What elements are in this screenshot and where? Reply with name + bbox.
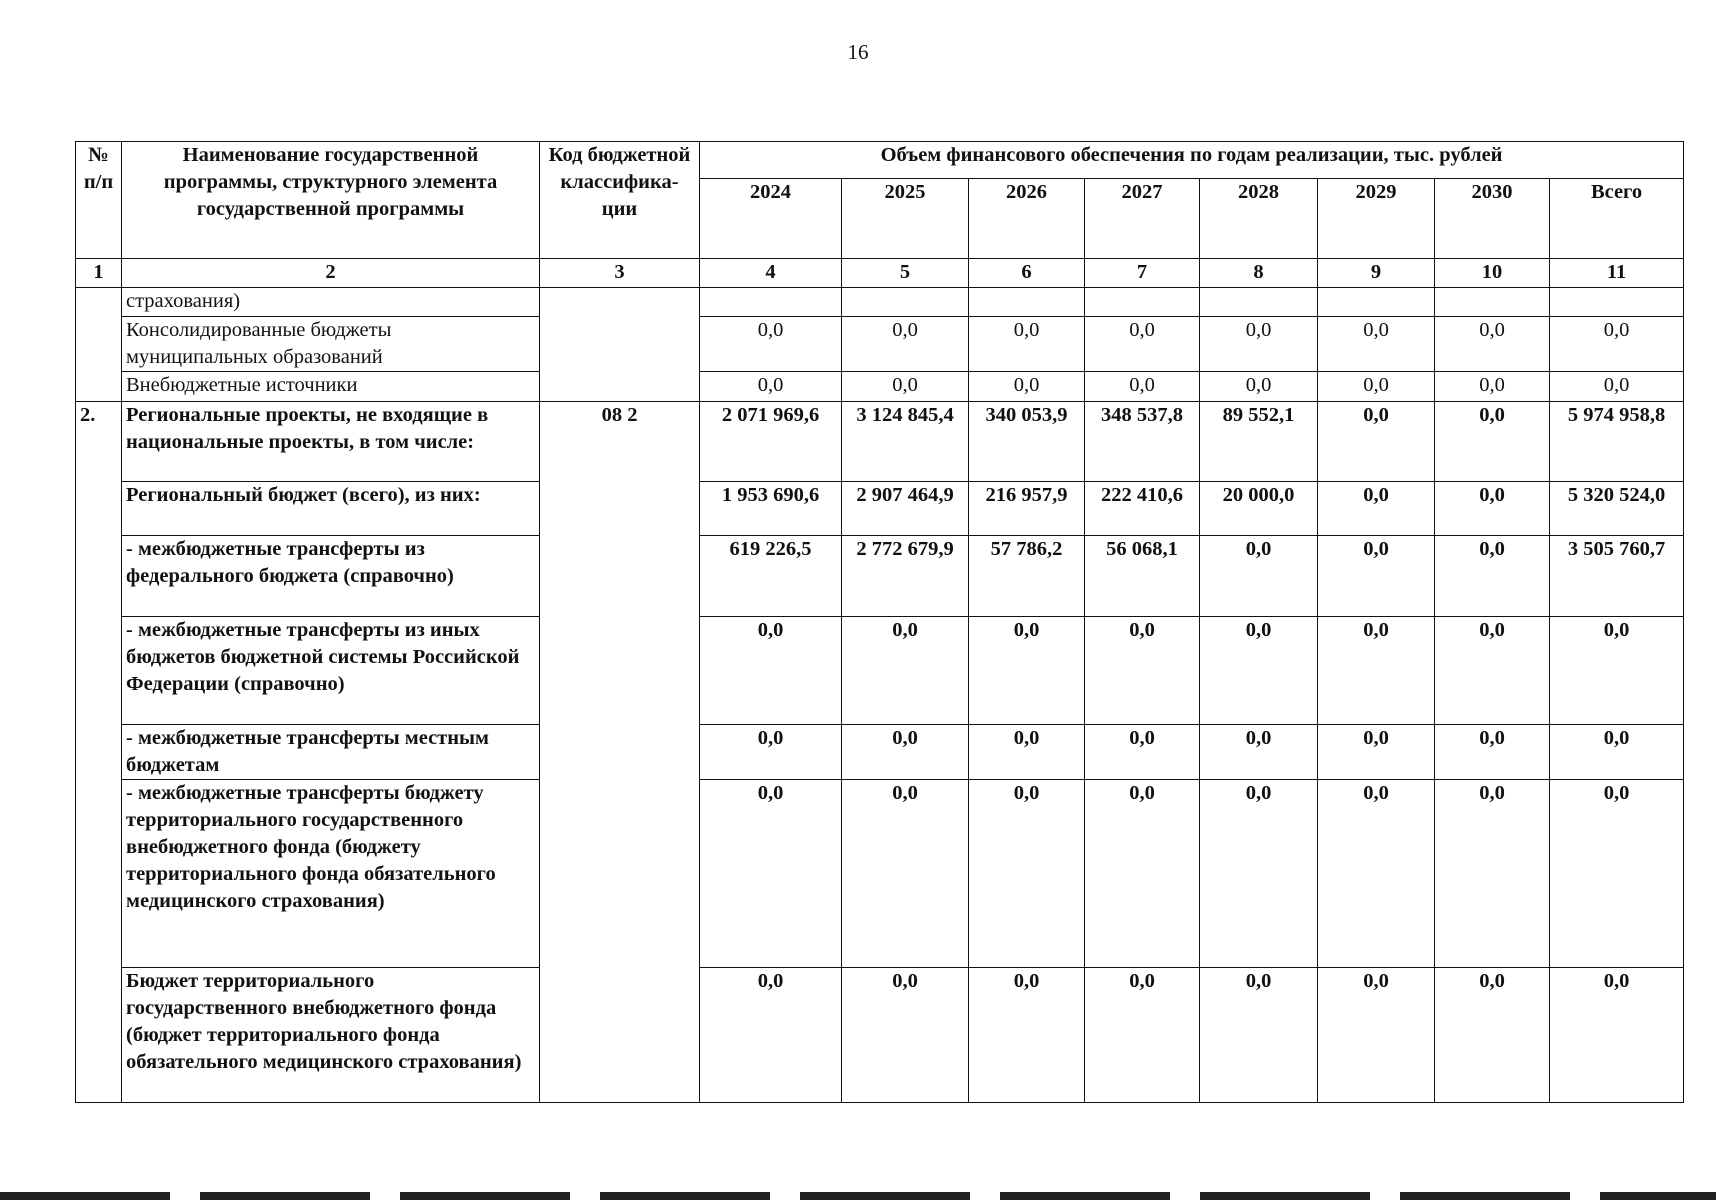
table-row (76, 317, 1684, 372)
row-value: 0,0 (1550, 725, 1684, 780)
row-value: 0,0 (1085, 372, 1200, 402)
row-number (76, 288, 122, 402)
header-year: 2030 (1435, 179, 1550, 259)
row-value (1200, 288, 1318, 317)
row-value: 0,0 (1318, 725, 1435, 780)
row-value: 0,0 (1435, 617, 1550, 725)
row-value: 0,0 (1200, 536, 1318, 617)
column-number: 8 (1200, 259, 1318, 288)
row-value: 0,0 (1085, 617, 1200, 725)
row-value: 20 000,0 (1200, 482, 1318, 536)
row-value: 0,0 (1318, 536, 1435, 617)
row-value: 0,0 (1318, 617, 1435, 725)
row-value: 222 410,6 (1085, 482, 1200, 536)
row-value: 0,0 (1435, 482, 1550, 536)
column-number: 10 (1435, 259, 1550, 288)
header-year: 2024 (700, 179, 842, 259)
row-value: 0,0 (1085, 780, 1200, 968)
row-code: 08 2 (540, 402, 700, 1103)
row-name: Региональные проекты, не входящие в национальные проекты, в том числе: (122, 402, 540, 482)
row-value: 0,0 (1085, 968, 1200, 1103)
row-value: 0,0 (1200, 617, 1318, 725)
table-row (76, 725, 1684, 780)
row-value: 0,0 (969, 725, 1085, 780)
row-value: 0,0 (1200, 780, 1318, 968)
row-value: 0,0 (1550, 372, 1684, 402)
row-value: 89 552,1 (1200, 402, 1318, 482)
column-number: 4 (700, 259, 842, 288)
row-name: - межбюджетные трансферты бюджету территориального государственного внебюджетного фонда (бюджету территориального фонда обязательного медицинского страхования) (122, 780, 540, 968)
row-name: Региональный бюджет (всего), из них: (122, 482, 540, 536)
row-value: 56 068,1 (1085, 536, 1200, 617)
table-row (76, 372, 1684, 402)
row-value: 0,0 (842, 780, 969, 968)
row-value: 0,0 (1550, 317, 1684, 372)
row-value: 0,0 (842, 317, 969, 372)
row-value: 0,0 (1435, 372, 1550, 402)
row-value: 0,0 (1200, 317, 1318, 372)
row-value: 0,0 (1435, 317, 1550, 372)
row-value: 5 974 958,8 (1550, 402, 1684, 482)
row-name: Консолидированные бюджеты муниципальных образований (122, 317, 540, 372)
row-value: 0,0 (1085, 317, 1200, 372)
table-row (76, 536, 1684, 617)
column-number: 7 (1085, 259, 1200, 288)
row-value: 619 226,5 (700, 536, 842, 617)
column-number: 1 (76, 259, 122, 288)
row-value: 0,0 (1435, 968, 1550, 1103)
row-value: 0,0 (1200, 725, 1318, 780)
row-value: 0,0 (842, 968, 969, 1103)
column-number: 6 (969, 259, 1085, 288)
row-value: 0,0 (1318, 780, 1435, 968)
row-value: 0,0 (700, 725, 842, 780)
row-value (1318, 288, 1435, 317)
row-value: 0,0 (1200, 372, 1318, 402)
table-body (76, 288, 1684, 1103)
row-value (700, 288, 842, 317)
row-value: 340 053,9 (969, 402, 1085, 482)
row-value: 348 537,8 (1085, 402, 1200, 482)
row-value: 0,0 (1550, 617, 1684, 725)
row-value: 2 071 969,6 (700, 402, 842, 482)
row-value: 0,0 (1550, 968, 1684, 1103)
row-value: 3 124 845,4 (842, 402, 969, 482)
row-value: 0,0 (842, 372, 969, 402)
column-number: 2 (122, 259, 540, 288)
row-value: 0,0 (842, 725, 969, 780)
row-number: 2. (76, 402, 122, 1103)
header-year: 2029 (1318, 179, 1435, 259)
row-value: 0,0 (969, 317, 1085, 372)
column-number: 3 (540, 259, 700, 288)
row-value: 0,0 (969, 780, 1085, 968)
header-year: 2028 (1200, 179, 1318, 259)
column-number: 9 (1318, 259, 1435, 288)
row-value: 0,0 (1085, 725, 1200, 780)
table-row (76, 617, 1684, 725)
column-number: 5 (842, 259, 969, 288)
row-value: 0,0 (1435, 725, 1550, 780)
row-value: 0,0 (700, 317, 842, 372)
row-value (969, 288, 1085, 317)
row-value: 0,0 (700, 968, 842, 1103)
row-value: 0,0 (1318, 402, 1435, 482)
row-value: 0,0 (969, 372, 1085, 402)
row-value (842, 288, 969, 317)
header-total: Всего (1550, 179, 1684, 259)
row-value: 0,0 (700, 780, 842, 968)
column-number: 11 (1550, 259, 1684, 288)
row-value: 0,0 (1435, 402, 1550, 482)
row-name: - межбюджетные трансферты местным бюджетам (122, 725, 540, 780)
column-numbers-row (76, 259, 1684, 288)
row-value: 1 953 690,6 (700, 482, 842, 536)
funding-table (75, 141, 1684, 1103)
row-name: страхования) (122, 288, 540, 317)
page-number: 16 (847, 40, 869, 64)
row-name: Внебюджетные источники (122, 372, 540, 402)
row-value (1085, 288, 1200, 317)
table-row (76, 780, 1684, 968)
row-name: - межбюджетные трансферты из иных бюджетов бюджетной системы Российской Федерации (справочно) (122, 617, 540, 725)
row-name: Бюджет территориального государственного внебюджетного фонда (бюджет территориального фонда обязательного медицинского страхования) (122, 968, 540, 1103)
header-name: Наименование государственной программы, структурного элемента государственной программы (122, 142, 540, 259)
row-value: 0,0 (969, 617, 1085, 725)
header-code: Код бюджетной классифика-ции (540, 142, 700, 259)
row-value: 57 786,2 (969, 536, 1085, 617)
row-value: 3 505 760,7 (1550, 536, 1684, 617)
row-value: 0,0 (969, 968, 1085, 1103)
row-value: 0,0 (1550, 780, 1684, 968)
table-row (76, 288, 1684, 317)
row-value: 5 320 524,0 (1550, 482, 1684, 536)
row-value: 216 957,9 (969, 482, 1085, 536)
row-value: 0,0 (700, 372, 842, 402)
scan-edge-strip (0, 1192, 1716, 1200)
row-value: 0,0 (1318, 968, 1435, 1103)
row-value: 0,0 (1318, 482, 1435, 536)
row-value: 0,0 (1200, 968, 1318, 1103)
header-volume: Объем финансового обеспечения по годам реализации, тыс. рублей (700, 142, 1684, 179)
row-name: - межбюджетные трансферты из федерального бюджета (справочно) (122, 536, 540, 617)
row-value: 0,0 (1318, 317, 1435, 372)
row-value (1550, 288, 1684, 317)
row-value: 2 772 679,9 (842, 536, 969, 617)
row-value (1435, 288, 1550, 317)
row-value: 0,0 (842, 617, 969, 725)
header-num: № п/п (76, 142, 122, 259)
header-year: 2026 (969, 179, 1085, 259)
table-row (76, 482, 1684, 536)
table-row (76, 968, 1684, 1103)
row-value: 0,0 (1318, 372, 1435, 402)
row-value: 0,0 (1435, 536, 1550, 617)
row-code (540, 288, 700, 402)
table-row (76, 402, 1684, 482)
row-value: 0,0 (700, 617, 842, 725)
header-year: 2025 (842, 179, 969, 259)
row-value: 2 907 464,9 (842, 482, 969, 536)
header-year: 2027 (1085, 179, 1200, 259)
row-value: 0,0 (1435, 780, 1550, 968)
